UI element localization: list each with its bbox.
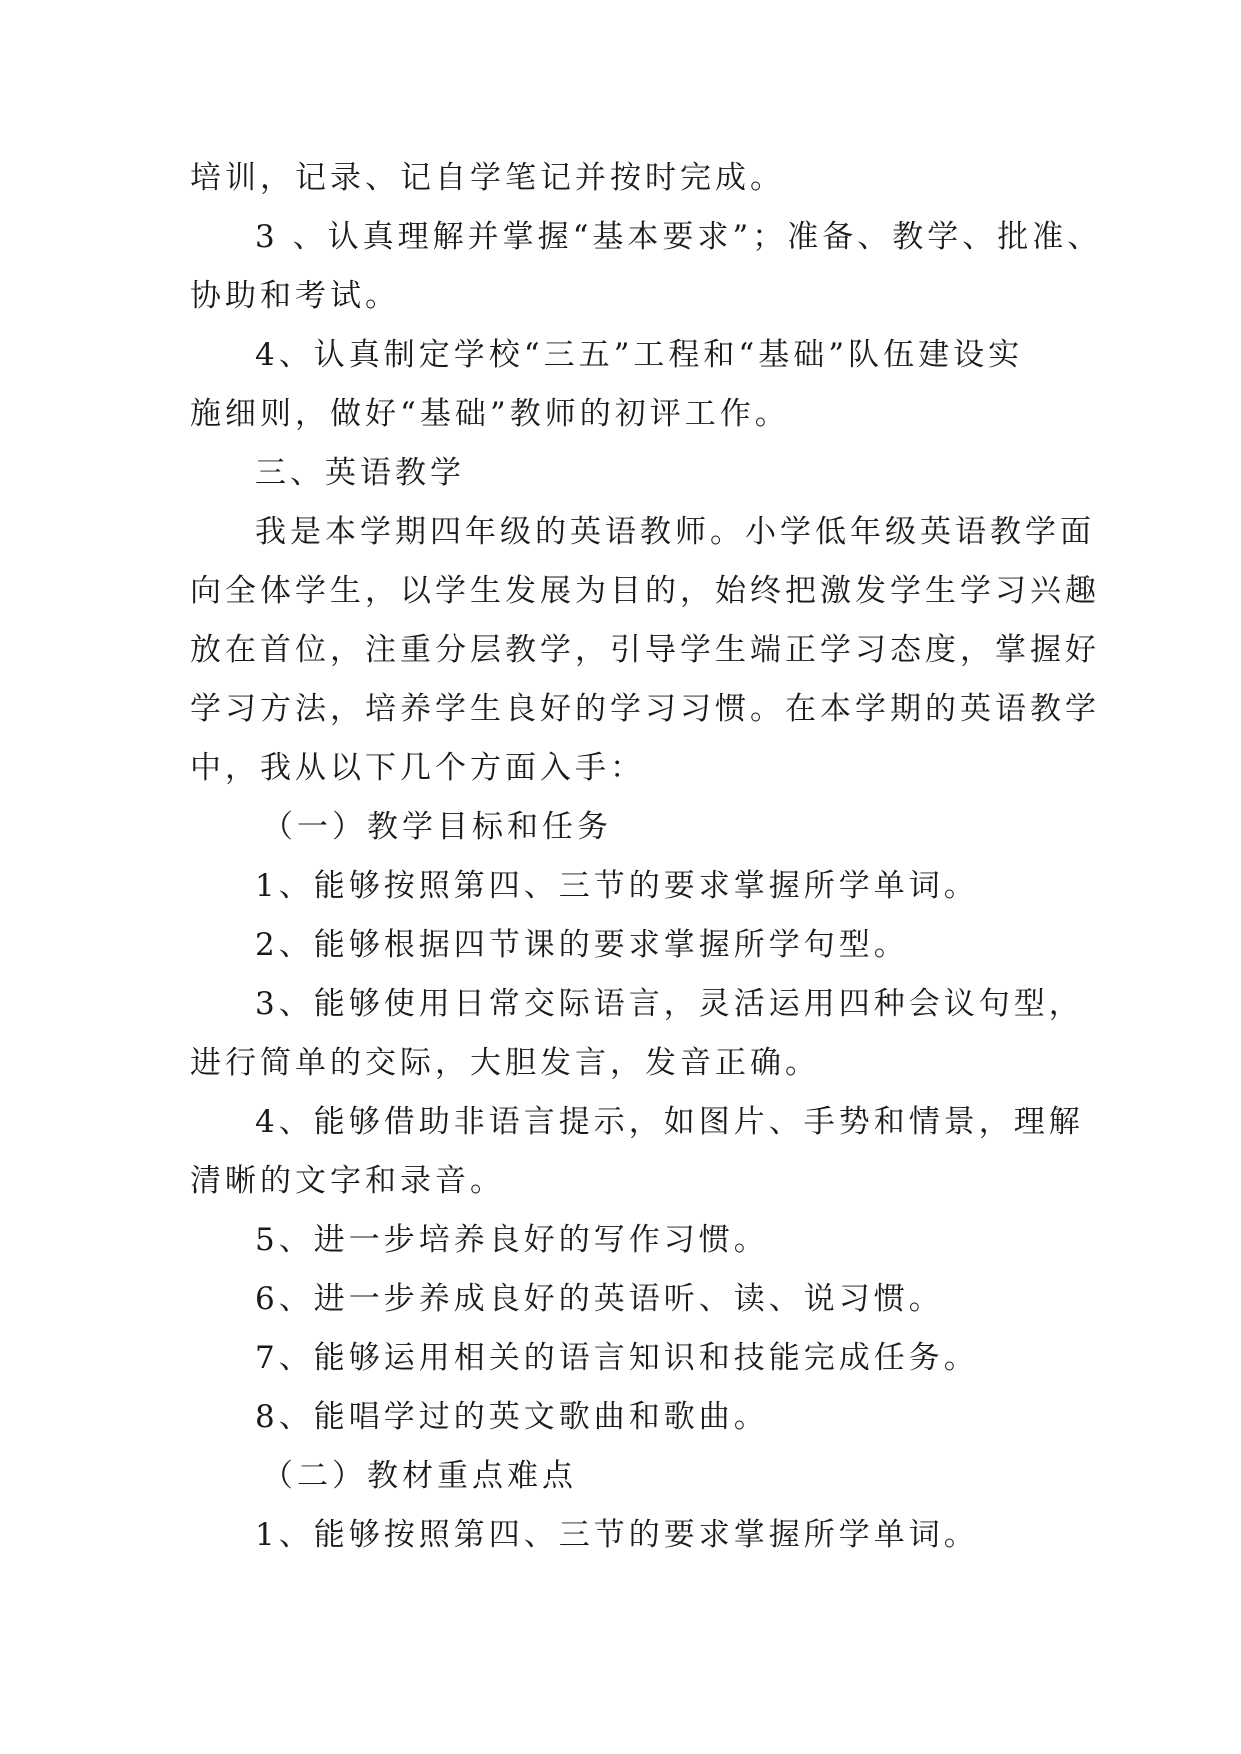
text-line: 放在首位，注重分层教学，引导学生端正学习态度，掌握好 (190, 632, 1100, 668)
text-line: 4、认真制定学校“三五”工程和“基础”队伍建设实 (255, 337, 1024, 373)
text-line: 协助和考试。 (190, 278, 400, 314)
list-item: 2、能够根据四节课的要求掌握所学句型。 (255, 927, 909, 963)
text-line: 学习方法，培养学生良好的学习习惯。在本学期的英语教学 (190, 691, 1100, 727)
text-line: 中，我从以下几个方面入手： (190, 750, 645, 786)
text-line: 培训，记录、记自学笔记并按时完成。 (190, 160, 785, 196)
text-line: 3 、认真理解并掌握“基本要求”；准备、教学、批准、 (255, 219, 1103, 255)
subsection-heading: （二）教材重点难点 (262, 1458, 577, 1494)
text-line: 清晰的文字和录音。 (190, 1163, 505, 1199)
text-line: 进行简单的交际，大胆发言，发音正确。 (190, 1045, 820, 1081)
text-line: 我是本学期四年级的英语教师。小学低年级英语教学面 (255, 514, 1095, 550)
list-item: 1、能够按照第四、三节的要求掌握所学单词。 (255, 868, 979, 904)
subsection-heading: （一）教学目标和任务 (262, 809, 612, 845)
list-item: 3、能够使用日常交际语言，灵活运用四种会议句型， (255, 986, 1084, 1022)
text-line: 向全体学生，以学生发展为目的，始终把激发学生学习兴趣 (190, 573, 1100, 609)
text-line: 施细则，做好“基础”教师的初评工作。 (190, 396, 790, 432)
list-item: 5、进一步培养良好的写作习惯。 (255, 1222, 769, 1258)
list-item: 1、能够按照第四、三节的要求掌握所学单词。 (255, 1517, 979, 1553)
list-item: 7、能够运用相关的语言知识和技能完成任务。 (255, 1340, 979, 1376)
section-heading: 三、英语教学 (255, 455, 465, 491)
list-item: 8、能唱学过的英文歌曲和歌曲。 (255, 1399, 769, 1435)
list-item: 4、能够借助非语言提示，如图片、手势和情景，理解 (255, 1104, 1084, 1140)
list-item: 6、进一步养成良好的英语听、读、说习惯。 (255, 1281, 944, 1317)
